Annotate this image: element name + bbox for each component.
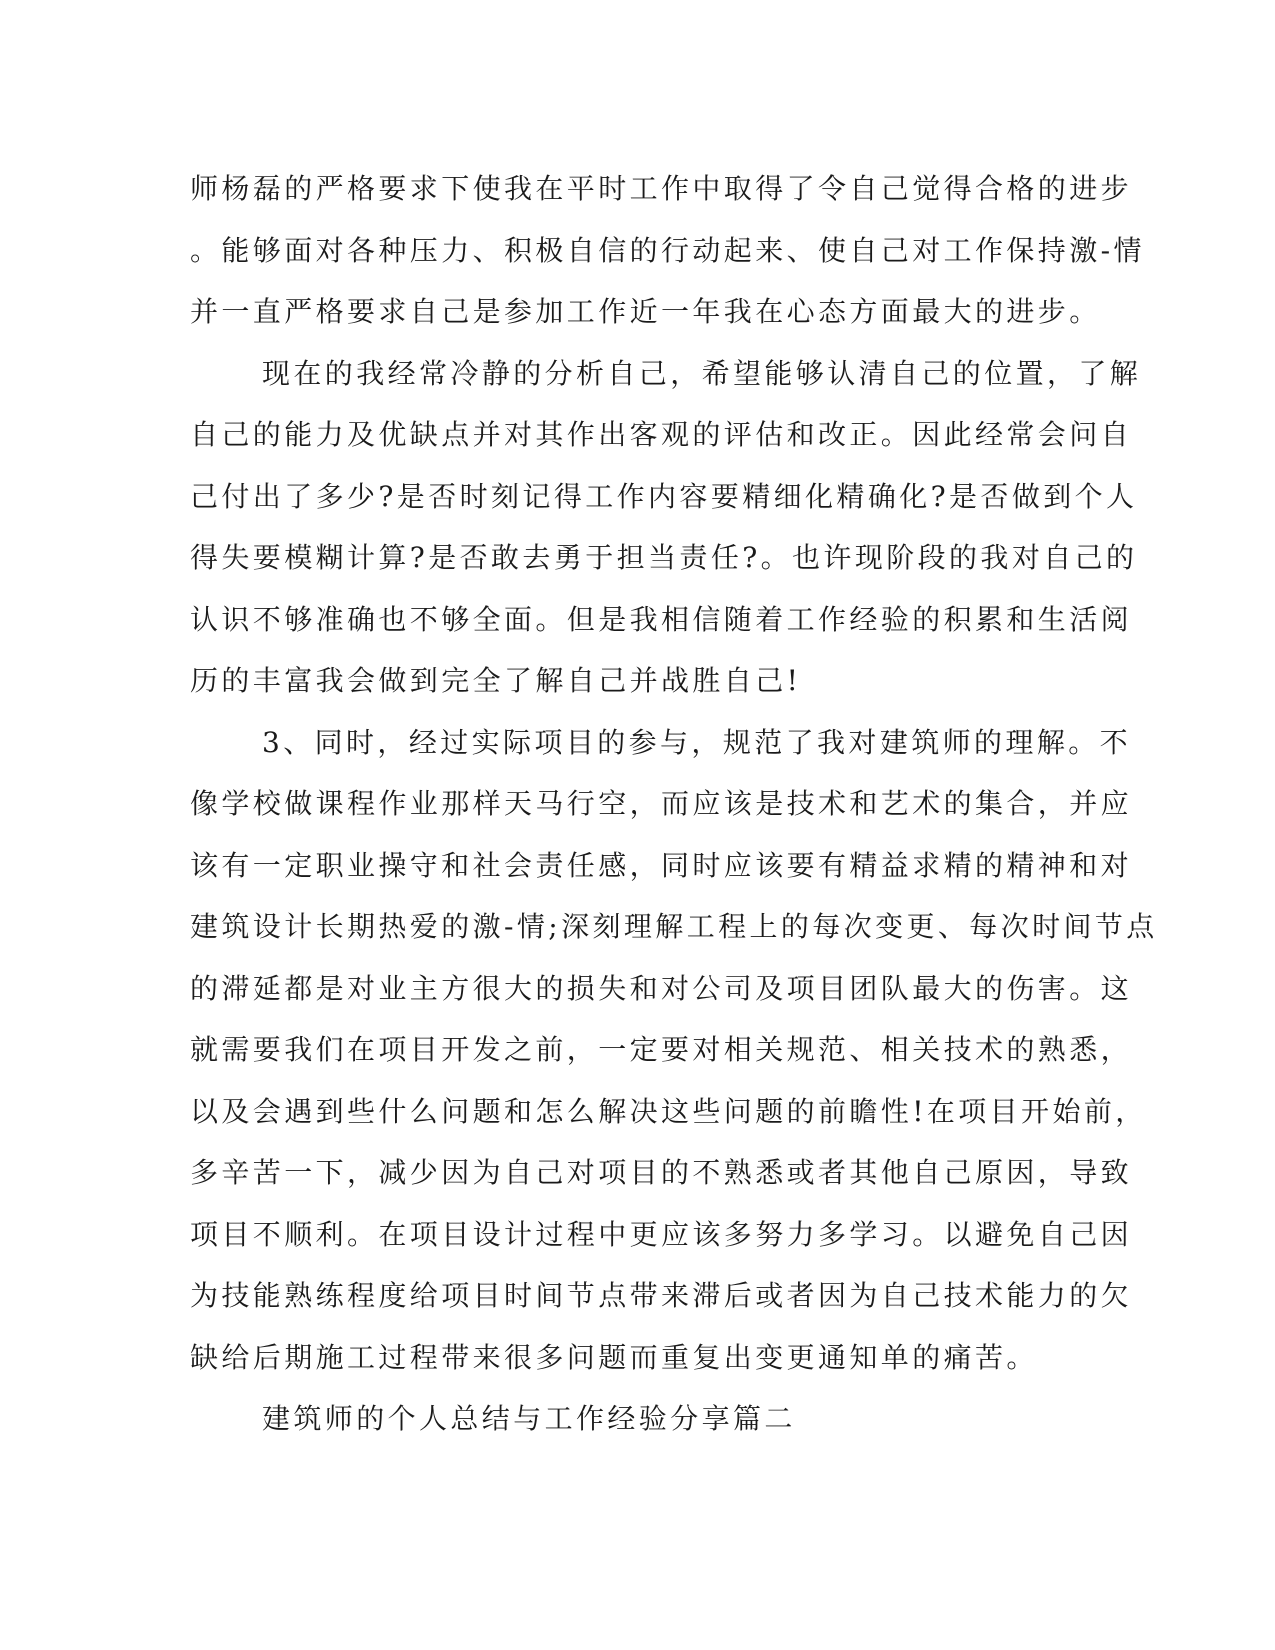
text-line: 。能够面对各种压力、积极自信的行动起来、使自己对工作保持激-情 (190, 233, 1145, 267)
paragraph-start-line: 3、同时，经过实际项目的参与，规范了我对建筑师的理解。不 (262, 725, 1132, 759)
text-line: 以及会遇到些什么问题和怎么解决这些问题的前瞻性!在项目开始前， (190, 1094, 1147, 1128)
text-line: 得失要模糊计算?是否敢去勇于担当责任?。也许现阶段的我对自己的 (190, 541, 1138, 574)
text-line: 缺给后期施工过程带来很多问题而重复出变更通知单的痛苦。 (190, 1340, 1038, 1374)
text-line: 像学校做课程作业那样天马行空，而应该是技术和艺术的集合，并应 (190, 787, 1133, 820)
text-line: 历的丰富我会做到完全了解自己并战胜自己! (190, 664, 802, 697)
text-line: 认识不够准确也不够全面。但是我相信随着工作经验的积累和生活阅 (190, 602, 1133, 636)
text-line: 的滞延都是对业主方很大的损失和对公司及项目团队最大的伤害。这 (190, 971, 1133, 1005)
text-line: 项目不顺利。在项目设计过程中更应该多努力多学习。以避免自己因 (190, 1217, 1133, 1251)
text-line: 建筑设计长期热爱的激-情;深刻理解工程上的每次变更、每次时间节点 (190, 910, 1158, 943)
text-line: 该有一定职业操守和社会责任感，同时应该要有精益求精的精神和对 (190, 848, 1133, 882)
document-body (190, 158, 1158, 1450)
text-line: 为技能熟练程度给项目时间节点带来滞后或者因为自己技术能力的欠 (190, 1279, 1133, 1312)
text-line: 多辛苦一下，减少因为自己对项目的不熟悉或者其他自己原因，导致 (190, 1156, 1133, 1189)
text-line: 并一直严格要求自己是参加工作近一年我在心态方面最大的进步。 (190, 295, 1101, 328)
text-line: 师杨磊的严格要求下使我在平时工作中取得了令自己觉得合格的进步 (190, 172, 1133, 205)
text-line: 自己的能力及优缺点并对其作出客观的评估和改正。因此经常会问自 (190, 418, 1133, 451)
text-line: 己付出了多少?是否时刻记得工作内容要精细化精确化?是否做到个人 (190, 479, 1138, 513)
text-line: 就需要我们在项目开发之前，一定要对相关规范、相关技术的熟悉， (190, 1033, 1133, 1066)
section-heading: 建筑师的个人总结与工作经验分享篇二 (262, 1402, 796, 1435)
paragraph-start-line: 现在的我经常冷静的分析自己，希望能够认清自己的位置，了解 (262, 356, 1142, 390)
